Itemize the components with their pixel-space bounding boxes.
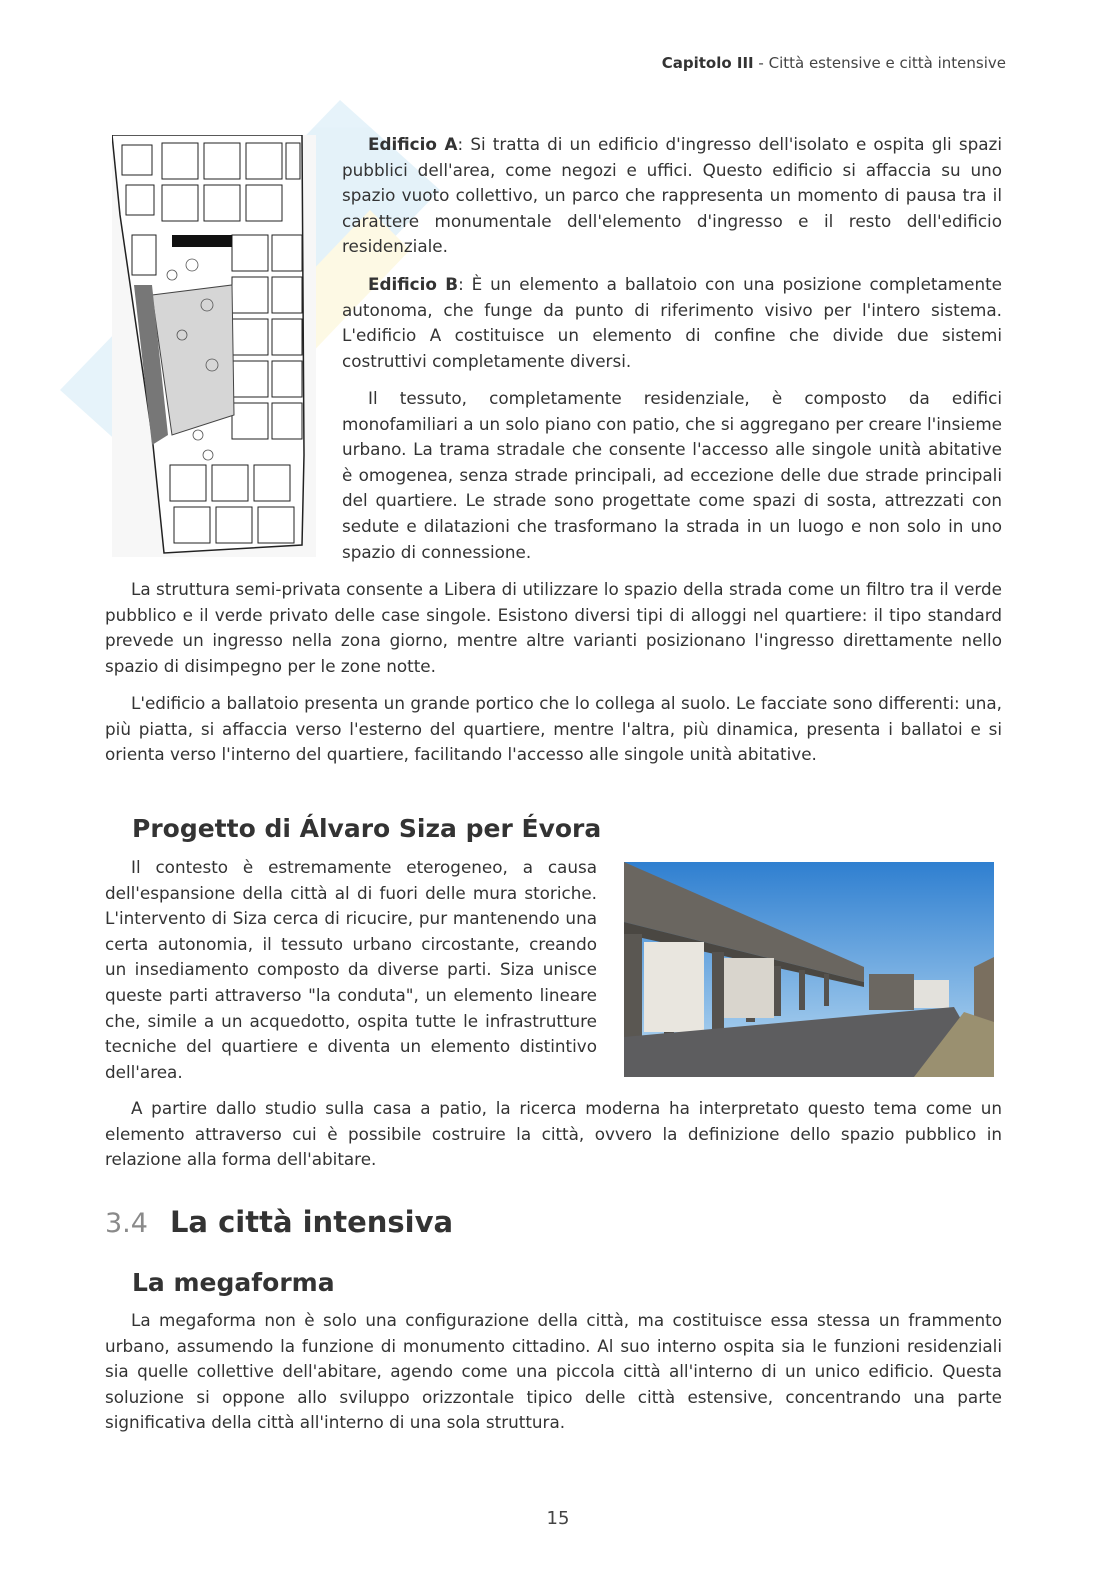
edificio-a-text: : Si tratta di un edificio d'ingresso dell'isolato e ospita gli spazi pubblici dell'area, come negozi e uffici. Questo edificio si affaccia su uno spazio vuoto collettivo, un parco che rappresenta un momento di pausa tra il carattere monumentale dell'elemento d'ingresso e il resto dell'edificio residenziale. — [342, 134, 1002, 257]
section-title: La città intensiva — [169, 1205, 454, 1239]
section-number: 3.4 — [105, 1208, 148, 1239]
edificio-a-paragraph — [342, 132, 1002, 260]
site-plan-drawing — [112, 135, 316, 557]
section-heading — [105, 1205, 453, 1239]
tessuto-paragraph — [342, 386, 1002, 565]
megaforma-paragraph — [105, 1308, 1002, 1436]
header-separator: - — [753, 54, 769, 72]
edificio-b-text: : È un elemento a ballatoio con una posizione completamente autonoma, che funge da punto di riferimento visivo per l'intero sistema. L'edificio A costituisce un elemento di confine che divide due sistemi costruttivi completamente diversi. — [342, 274, 1002, 371]
siza-text: Il contesto è estremamente eterogeneo, a causa dell'espansione della città al di fuori delle mura storiche. L'intervento di Siza cerca di ricucire, pur mantenendo una certa autonomia, il tessuto urbano circostante, creando un insediamento composto da diverse parti. Siza unisce queste parti attraverso "la conduta", un elemento lineare che, simile a un acquedotto, ospita tutte le infrastrutture tecniche del quartiere e diventa un elemento distintivo dell'area. — [105, 857, 597, 1082]
ballatoio-text: L'edificio a ballatoio presenta un grande portico che lo collega al suolo. Le facciate sono differenti: una, più piatta, si affaccia verso l'esterno del quartiere, mentre l'altra, più dinamica, presenta i ballatoi e si orienta verso l'interno del quartiere, facilitando l'accesso alle singole unità abitative. — [105, 693, 1002, 765]
siza-heading — [132, 814, 601, 843]
edificio-a-label: Edificio A — [368, 134, 458, 154]
patio-text: A partire dallo studio sulla casa a patio, la ricerca moderna ha interpretato questo tema come un elemento attraverso cui è possibile costruire la città, ovvero la definizione dello spazio pubblico in relazione alla forma dell'abitare. — [105, 1098, 1002, 1170]
running-header — [662, 54, 1006, 72]
struttura-paragraph — [105, 577, 1002, 679]
patio-paragraph — [105, 1096, 1002, 1173]
ballatoio-paragraph — [105, 691, 1002, 768]
building-photograph — [624, 862, 994, 1077]
tessuto-text: Il tessuto, completamente residenziale, è composto da edifici monofamiliari a un solo piano con patio, che si aggregano per creare l'insieme urbano. La trama stradale che consente l'accesso alle singole unità abitative è omogenea, senza strade principali, ad eccezione delle due strade principali del quartiere. Le strade sono progettate come spazi di sosta, attrezzati con sedute e dilatazioni che trasformano la strada in un luogo e non solo in uno spazio di connessione. — [342, 388, 1002, 562]
megaforma-heading — [132, 1268, 335, 1297]
struttura-text: La struttura semi-privata consente a Libera di utilizzare lo spazio della strada come un filtro tra il verde pubblico e il verde privato delle case singole. Esistono diversi tipi di alloggi nel quartiere: il tipo standard prevede un ingresso nella zona giorno, mentre altre varianti posizionano l'ingresso direttamente nello spazio di disimpegno per le zone notte. — [105, 579, 1002, 676]
megaforma-heading-text: La megaforma — [132, 1268, 335, 1297]
page-number: 15 — [546, 1508, 570, 1529]
siza-paragraph — [105, 855, 597, 1085]
edificio-b-label: Edificio B — [368, 274, 459, 294]
header-title: Città estensive e città intensive — [768, 54, 1006, 72]
header-chapter: Capitolo III — [661, 54, 754, 72]
megaforma-text: La megaforma non è solo una configurazione della città, ma costituisce essa stessa un frammento urbano, assumendo la funzione di monumento cittadino. Al suo interno ospita sia le funzioni residenziali sia quelle collettive dell'abitare, agendo come una piccola città all'interno di un unico edificio. Questa soluzione si oppone allo sviluppo orizzontale tipico delle città estensive, concentrando una parte significativa della città all'interno di una sola struttura. — [105, 1310, 1002, 1433]
siza-heading-text: Progetto di Álvaro Siza per Évora — [132, 814, 602, 843]
edificio-b-paragraph — [342, 272, 1002, 374]
